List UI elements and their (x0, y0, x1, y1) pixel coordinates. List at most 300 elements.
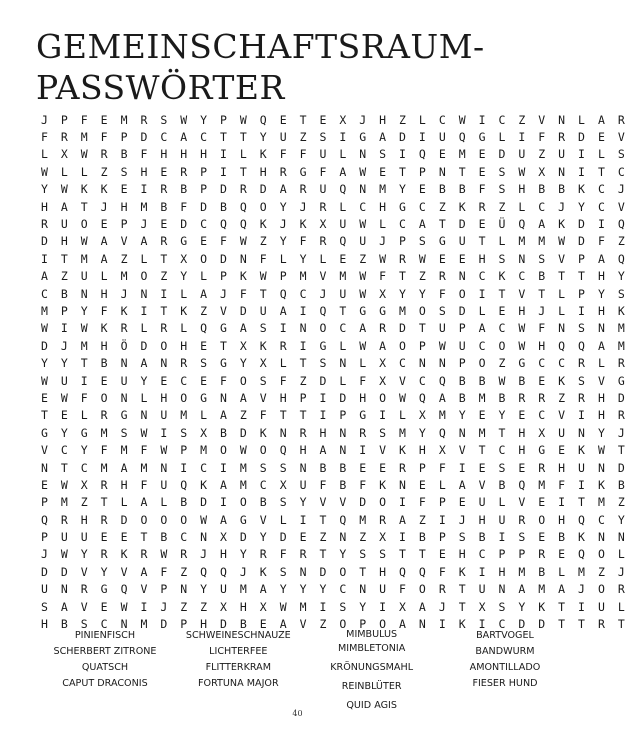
grid-letter: Z (200, 303, 208, 318)
grid-letter: P (418, 164, 426, 179)
grid-letter: I (597, 217, 605, 232)
grid-letter: Z (498, 199, 506, 214)
grid-letter: E (597, 130, 605, 145)
grid-letter: Y (80, 443, 88, 458)
grid-letter: U (319, 182, 327, 197)
grid-row (41, 459, 638, 476)
grid-letter: S (617, 147, 625, 162)
grid-letter: Y (279, 582, 287, 597)
grid-letter: H (319, 425, 327, 440)
grid-letter: N (578, 425, 585, 440)
grid-letter: E (478, 408, 486, 423)
grid-letter: P (578, 251, 585, 266)
grid-letter: X (418, 408, 426, 423)
grid-letter: W (160, 547, 168, 562)
grid-letter: O (80, 217, 88, 232)
grid-letter: H (60, 234, 68, 249)
grid-letter: T (259, 286, 267, 301)
grid-letter: P (359, 617, 367, 632)
grid-letter: A (518, 582, 526, 597)
grid-letter: M (379, 182, 387, 197)
grid-letter: A (279, 303, 287, 318)
grid-letter: S (41, 599, 48, 614)
grid-letter: U (558, 425, 566, 440)
grid-letter: L (319, 251, 327, 266)
grid-letter: P (180, 443, 188, 458)
grid-letter: C (41, 286, 48, 301)
grid-letter: I (220, 460, 227, 475)
grid-letter: J (558, 199, 566, 214)
grid-letter: W (239, 443, 247, 458)
grid-letter: R (299, 182, 307, 197)
grid-letter: C (597, 182, 605, 197)
grid-letter: E (438, 547, 446, 562)
grid-letter: F (279, 547, 287, 562)
grid-letter: X (220, 599, 227, 614)
grid-letter: E (60, 408, 68, 423)
grid-letter: A (100, 234, 108, 249)
grid-letter: A (538, 217, 546, 232)
grid-letter: K (578, 182, 585, 197)
grid-letter: P (399, 234, 406, 249)
grid-letter: H (160, 147, 168, 162)
grid-letter: N (80, 286, 88, 301)
grid-letter: D (319, 564, 327, 579)
grid-letter: C (498, 321, 506, 336)
grid-letter: O (239, 373, 247, 388)
grid-letter: B (319, 460, 327, 475)
grid-letter: I (498, 530, 506, 545)
grid-letter: A (100, 251, 108, 266)
word-item: BARTVOGEL (476, 630, 534, 641)
grid-letter: C (558, 356, 566, 371)
grid-letter: S (498, 182, 506, 197)
grid-letter: G (100, 582, 108, 597)
grid-letter: O (220, 443, 227, 458)
grid-letter: A (339, 164, 347, 179)
grid-letter: Y (41, 182, 48, 197)
grid-letter: T (617, 443, 625, 458)
grid-letter: L (558, 303, 566, 318)
grid-letter: L (279, 512, 287, 527)
grid-letter: W (359, 217, 367, 232)
grid-letter: T (558, 269, 566, 284)
grid-letter: D (41, 234, 48, 249)
grid-letter: Y (239, 356, 247, 371)
grid-letter: C (438, 112, 446, 127)
grid-letter: Y (418, 425, 426, 440)
grid-letter: M (100, 460, 108, 475)
grid-letter: Q (220, 564, 227, 579)
grid-letter: M (538, 234, 546, 249)
grid-letter: K (259, 217, 267, 232)
grid-letter: I (299, 338, 307, 353)
grid-letter: L (617, 599, 625, 614)
grid-letter: Z (399, 112, 406, 127)
grid-letter: T (399, 547, 406, 562)
grid-letter: H (200, 617, 208, 632)
grid-letter: B (558, 182, 566, 197)
grid-letter: L (518, 199, 526, 214)
grid-letter: U (319, 147, 327, 162)
word-item: REINBLÜTER (341, 681, 402, 692)
grid-letter: D (140, 130, 148, 145)
grid-letter: U (478, 582, 486, 597)
grid-letter: I (319, 390, 327, 405)
grid-row (41, 233, 638, 250)
grid-letter: Y (399, 286, 406, 301)
grid-letter: M (239, 582, 247, 597)
grid-letter: A (60, 199, 68, 214)
grid-letter: Q (339, 234, 347, 249)
grid-letter: F (239, 286, 247, 301)
grid-letter: F (259, 408, 267, 423)
grid-letter: B (538, 269, 546, 284)
grid-letter: Z (180, 599, 188, 614)
grid-letter: Y (279, 199, 287, 214)
grid-letter: R (80, 582, 88, 597)
grid-letter: S (259, 321, 267, 336)
grid-letter: H (597, 390, 605, 405)
grid-letter: L (160, 495, 168, 510)
grid-letter: L (180, 286, 188, 301)
grid-letter: G (359, 130, 367, 145)
grid-letter: O (180, 512, 188, 527)
grid-letter: X (379, 286, 387, 301)
grid-letter: V (80, 599, 88, 614)
grid-row (41, 337, 638, 354)
grid-letter: L (239, 147, 247, 162)
grid-letter: Y (418, 286, 426, 301)
grid-letter: J (538, 303, 546, 318)
grid-letter: S (120, 425, 128, 440)
grid-letter: U (259, 303, 267, 318)
grid-letter: C (359, 199, 367, 214)
grid-letter: Q (617, 217, 625, 232)
grid-letter: Y (180, 269, 188, 284)
grid-letter: Y (80, 303, 88, 318)
grid-letter: R (518, 512, 526, 527)
grid-letter: E (339, 251, 347, 266)
grid-letter: C (498, 617, 506, 632)
grid-letter: R (41, 217, 48, 232)
grid-letter: P (438, 495, 446, 510)
grid-letter: N (498, 582, 506, 597)
grid-row (41, 163, 638, 180)
grid-letter: K (259, 338, 267, 353)
grid-letter: M (200, 443, 208, 458)
grid-row (41, 528, 638, 545)
grid-letter: X (319, 217, 327, 232)
grid-letter: Z (498, 356, 506, 371)
grid-letter: A (319, 443, 327, 458)
grid-letter: W (518, 164, 526, 179)
grid-letter: B (518, 373, 526, 388)
grid-letter: N (438, 164, 446, 179)
grid-letter: Y (279, 234, 287, 249)
grid-letter: C (399, 356, 406, 371)
grid-letter: R (100, 547, 108, 562)
grid-letter: W (458, 112, 466, 127)
grid-letter: T (220, 130, 227, 145)
grid-letter: F (140, 477, 148, 492)
grid-letter: I (478, 112, 486, 127)
grid-letter: X (180, 251, 188, 266)
grid-letter: T (220, 338, 227, 353)
grid-row (41, 581, 638, 598)
grid-letter: F (41, 130, 48, 145)
grid-letter: D (578, 234, 585, 249)
grid-letter: B (617, 477, 625, 492)
grid-letter: W (160, 443, 168, 458)
grid-letter: K (498, 269, 506, 284)
grid-letter: Z (418, 269, 426, 284)
grid-letter: M (80, 130, 88, 145)
word-item: CAPUT DRACONIS (62, 678, 148, 689)
grid-letter: E (498, 303, 506, 318)
word-item: LICHTERFEE (209, 646, 268, 657)
grid-letter: Z (319, 530, 327, 545)
grid-letter: R (438, 269, 446, 284)
grid-letter: H (220, 547, 227, 562)
grid-letter: Q (578, 338, 585, 353)
grid-letter: H (558, 460, 566, 475)
grid-letter: E (558, 443, 566, 458)
grid-letter: P (339, 408, 347, 423)
grid-letter: W (359, 338, 367, 353)
grid-letter: E (279, 112, 287, 127)
grid-row (41, 441, 638, 458)
grid-letter: P (299, 390, 307, 405)
grid-letter: Z (120, 251, 128, 266)
grid-letter: R (160, 321, 168, 336)
grid-letter: F (538, 321, 546, 336)
grid-letter: T (558, 617, 566, 632)
grid-letter: R (617, 408, 625, 423)
grid-letter: R (100, 477, 108, 492)
grid-letter: Q (200, 564, 208, 579)
grid-letter: R (617, 582, 625, 597)
grid-letter: W (359, 286, 367, 301)
grid-letter: S (359, 547, 367, 562)
grid-letter: N (160, 460, 168, 475)
grid-letter: T (100, 495, 108, 510)
grid-letter: L (200, 269, 208, 284)
grid-letter: I (319, 599, 327, 614)
grid-letter: C (518, 269, 526, 284)
grid-letter: B (160, 530, 168, 545)
grid-letter: B (478, 530, 486, 545)
grid-row (41, 198, 638, 215)
grid-letter: K (100, 182, 108, 197)
grid-letter: U (597, 599, 605, 614)
grid-letter: F (399, 582, 406, 597)
grid-letter: G (80, 425, 88, 440)
grid-letter: R (518, 390, 526, 405)
grid-letter: C (339, 582, 347, 597)
grid-letter: S (279, 495, 287, 510)
grid-letter: T (597, 164, 605, 179)
grid-letter: O (379, 390, 387, 405)
grid-letter: H (518, 443, 526, 458)
grid-letter: G (617, 373, 625, 388)
grid-letter: W (80, 234, 88, 249)
grid-letter: I (578, 303, 585, 318)
grid-letter: I (379, 599, 387, 614)
grid-letter: H (597, 408, 605, 423)
grid-letter: F (140, 147, 148, 162)
page-title (36, 26, 556, 108)
grid-letter: Y (578, 199, 585, 214)
grid-letter: V (399, 373, 406, 388)
grid-letter: E (478, 217, 486, 232)
grid-letter: Q (399, 564, 406, 579)
grid-letter: A (41, 269, 48, 284)
grid-letter: E (200, 373, 208, 388)
grid-letter: M (239, 477, 247, 492)
grid-letter: E (478, 460, 486, 475)
grid-letter: B (538, 564, 546, 579)
grid-letter: Z (558, 390, 566, 405)
grid-letter: I (319, 408, 327, 423)
grid-letter: T (617, 617, 625, 632)
grid-letter: U (558, 147, 566, 162)
grid-letter: S (379, 425, 387, 440)
grid-letter: W (239, 112, 247, 127)
grid-letter: A (359, 321, 367, 336)
grid-letter: W (359, 269, 367, 284)
grid-letter: N (120, 390, 128, 405)
grid-letter: U (339, 286, 347, 301)
grid-letter: Q (558, 338, 566, 353)
word-item: PINIENFISCH (74, 630, 136, 641)
grid-letter: R (399, 460, 406, 475)
grid-letter: Q (259, 112, 267, 127)
grid-letter: I (140, 182, 148, 197)
word-item: QUATSCH (81, 662, 129, 673)
grid-letter: O (538, 512, 546, 527)
grid-letter: N (558, 321, 566, 336)
grid-letter: M (478, 425, 486, 440)
page-title-line-1: GEMEINSCHAFTSRAUM- (36, 27, 485, 66)
grid-letter: I (578, 599, 585, 614)
grid-letter: S (160, 112, 168, 127)
grid-letter: D (399, 130, 406, 145)
grid-letter: D (458, 217, 466, 232)
grid-letter: Q (200, 321, 208, 336)
grid-letter: D (319, 373, 327, 388)
grid-letter: S (279, 460, 287, 475)
grid-letter: H (140, 164, 148, 179)
grid-letter: A (180, 130, 188, 145)
grid-letter: C (60, 443, 68, 458)
grid-letter: R (578, 390, 585, 405)
grid-letter: I (438, 617, 446, 632)
grid-letter: E (41, 390, 48, 405)
grid-letter: Z (299, 130, 307, 145)
grid-letter: T (478, 234, 486, 249)
grid-letter: P (438, 530, 446, 545)
grid-letter: S (458, 530, 466, 545)
grid-letter: J (617, 564, 625, 579)
grid-letter: U (60, 217, 68, 232)
grid-letter: X (379, 356, 387, 371)
grid-letter: C (399, 217, 406, 232)
grid-letter: I (220, 495, 227, 510)
grid-letter: T (299, 112, 307, 127)
grid-letter: V (518, 495, 526, 510)
grid-letter: T (41, 408, 48, 423)
grid-letter: E (100, 599, 108, 614)
grid-letter: U (80, 530, 88, 545)
grid-letter: X (220, 530, 227, 545)
grid-letter: C (538, 408, 546, 423)
grid-letter: O (160, 512, 168, 527)
grid-letter: D (279, 530, 287, 545)
grid-letter: L (140, 321, 148, 336)
grid-letter: W (60, 477, 68, 492)
grid-row (41, 320, 638, 337)
grid-letter: D (60, 564, 68, 579)
grid-letter: F (140, 443, 148, 458)
grid-letter: A (458, 477, 466, 492)
grid-letter: O (597, 547, 605, 562)
grid-letter: E (259, 617, 267, 632)
grid-letter: P (120, 217, 128, 232)
grid-letter: Q (120, 582, 128, 597)
word-item: SCHWEINESCHNAUZE (185, 630, 291, 641)
grid-letter: V (478, 477, 486, 492)
grid-letter: V (617, 130, 625, 145)
grid-letter: V (379, 443, 387, 458)
word-item: BANDWURM (475, 646, 535, 657)
grid-letter: N (399, 477, 406, 492)
grid-letter: I (160, 425, 168, 440)
grid-letter: Y (259, 530, 267, 545)
grid-row (41, 215, 638, 232)
grid-letter: R (120, 321, 128, 336)
grid-letter: K (239, 269, 247, 284)
grid-letter: U (359, 234, 367, 249)
grid-row (41, 476, 638, 493)
grid-letter: N (359, 147, 367, 162)
grid-letter: B (180, 495, 188, 510)
grid-letter: D (617, 390, 625, 405)
grid-letter: S (319, 130, 327, 145)
grid-letter: F (259, 251, 267, 266)
grid-letter: W (140, 425, 148, 440)
grid-letter: Z (597, 564, 605, 579)
grid-letter: H (359, 390, 367, 405)
grid-letter: M (140, 199, 148, 214)
grid-letter: Q (239, 199, 247, 214)
grid-letter: S (379, 547, 387, 562)
grid-letter: N (597, 460, 605, 475)
grid-letter: U (379, 582, 387, 597)
grid-letter: P (279, 269, 287, 284)
grid-letter: D (140, 338, 148, 353)
grid-letter: U (438, 130, 446, 145)
grid-letter: A (220, 408, 227, 423)
grid-letter: Q (418, 147, 426, 162)
grid-letter: N (239, 251, 247, 266)
grid-letter: Z (359, 251, 367, 266)
grid-row (41, 302, 638, 319)
grid-letter: G (359, 303, 367, 318)
grid-letter: K (578, 443, 585, 458)
grid-letter: A (279, 617, 287, 632)
grid-letter: W (518, 321, 526, 336)
